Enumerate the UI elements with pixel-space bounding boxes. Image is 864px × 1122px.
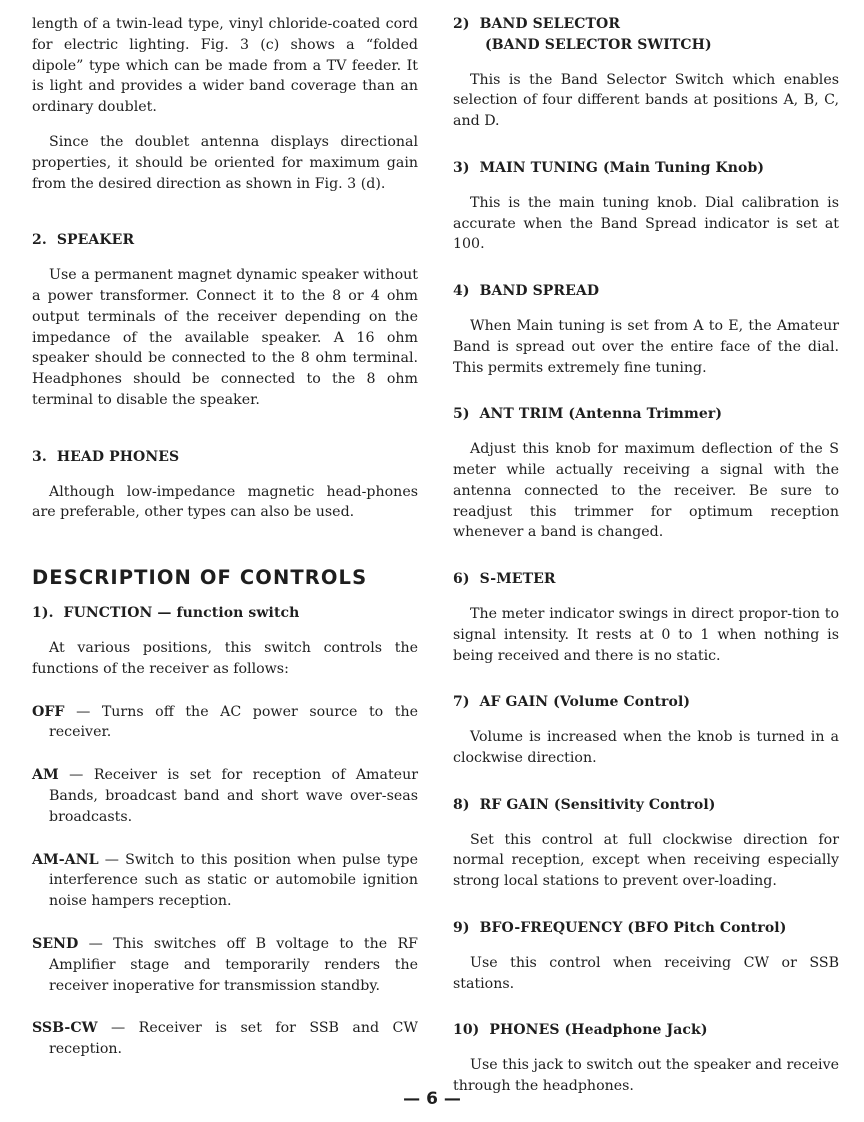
head-phones-heading <box>32 447 418 468</box>
function-number: 1). <box>32 605 54 622</box>
band-spread-heading <box>453 281 839 302</box>
control-title: BAND SELECTOR <box>479 16 621 32</box>
rf-gain-text: Set this control at full clockwise direction for normal reception, except when receiving especially strong local stations to prevent over-loading. <box>453 831 839 890</box>
control-number: 3) <box>453 159 470 176</box>
function-item-desc: — Switch to this position when pulse type interference such as static or automobile ignition noise hampers reception. <box>49 851 418 910</box>
function-item-desc: — Receiver is set for reception of Amateur Bands, broadcast band and short wave over-seas broadcasts. <box>49 767 418 825</box>
section-title: DESCRIPTION OF CONTROLS <box>32 566 368 590</box>
rf-gain-heading <box>453 795 839 816</box>
speaker-title: SPEAKER <box>56 232 135 249</box>
phones-text: Use this jack to switch out the speaker and receive through the headphones. <box>453 1057 839 1094</box>
ant-trim-text: Adjust this knob for maximum deflection of the S meter while actually receiving a signal with the antenna connected to the receiver. Be sure to readjust this trimmer for optimum reception whenever a band is changed. <box>453 441 839 541</box>
control-number: 6) <box>453 571 470 588</box>
right-column <box>453 14 839 1097</box>
s-meter-heading <box>453 569 839 590</box>
control-number: 2) <box>453 16 470 32</box>
speaker-number: 2. <box>32 232 47 249</box>
function-heading <box>32 603 418 624</box>
speaker-heading <box>32 230 418 251</box>
main-tuning-heading <box>453 158 839 179</box>
control-number: 10) <box>453 1022 480 1039</box>
control-title: BAND SPREAD <box>479 283 600 300</box>
control-title: BFO-FREQUENCY (BFO Pitch Control) <box>479 919 787 936</box>
function-text: At various positions, this switch controls the functions of the receiver as follows: <box>32 639 418 677</box>
function-item-am-anl <box>32 850 418 912</box>
af-gain-text: Volume is increased when the knob is turned in a clockwise direction. <box>453 729 839 766</box>
function-item-desc: — Receiver is set for SSB and CW reception. <box>49 1020 418 1058</box>
head-phones-title: HEAD PHONES <box>56 448 180 465</box>
control-title: S-METER <box>479 571 556 588</box>
function-item-term: AM-ANL <box>32 851 99 868</box>
left-column <box>32 14 418 1060</box>
intro-paragraph-2: Since the doublet antenna displays directional properties, it should be oriented for maximum gain from the desired direction as shown in Fig. 3 (d). <box>32 133 418 192</box>
function-item-ssb-cw <box>32 1018 418 1060</box>
function-item-term: OFF <box>32 703 65 720</box>
control-number: 4) <box>453 283 470 300</box>
function-item-term: SSB-CW <box>32 1020 98 1037</box>
function-item-term: SEND <box>32 935 79 952</box>
control-title: MAIN TUNING (Main Tuning Knob) <box>479 159 765 176</box>
function-item-am <box>32 765 418 827</box>
head-phones-number: 3. <box>32 448 47 465</box>
af-gain-heading <box>453 692 839 713</box>
control-title: ANT TRIM (Antenna Trimmer) <box>479 406 723 423</box>
control-number: 7) <box>453 694 470 711</box>
speaker-text: Use a permanent magnet dynamic speaker without a power transformer. Connect it to the 8 or 4 ohm output terminals of the receiver depending on the impedance of the available speaker. A 16 ohm speaker should be connected to the 8 ohm terminal. Headphones should be connected to the 8 ohm terminal to disable the speaker. <box>32 267 418 408</box>
page-number: — 6 — <box>403 1089 461 1109</box>
control-title: RF GAIN (Sensitivity Control) <box>479 796 716 813</box>
control-number: 8) <box>453 796 470 813</box>
control-number: 5) <box>453 406 470 423</box>
control-number: 9) <box>453 919 470 936</box>
bfo-frequency-heading <box>453 918 839 939</box>
band-spread-text: When Main tuning is set from A to E, the Amateur Band is spread out over the entire face of the dial. This permits extremely fine tuning. <box>453 317 839 376</box>
bfo-frequency-text: Use this control when receiving CW or SSB stations. <box>453 954 839 992</box>
function-item-term: AM <box>32 767 59 784</box>
function-item-off <box>32 702 418 744</box>
control-title: AF GAIN (Volume Control) <box>479 694 691 711</box>
control-subtitle: (BAND SELECTOR SWITCH) <box>485 36 712 53</box>
function-positions-list <box>32 680 418 1060</box>
function-item-desc: — This switches off B voltage to the RF Amplifier stage and temporarily renders the receiver inoperative for transmission standby. <box>49 935 418 994</box>
head-phones-text: Although low-impedance magnetic head-phones are preferable, other types can also be used. <box>32 483 418 521</box>
control-title: PHONES (Headphone Jack) <box>489 1022 708 1039</box>
function-item-desc: — Turns off the AC power source to the receiver. <box>49 703 418 741</box>
function-title: FUNCTION — function switch <box>63 605 300 622</box>
main-tuning-text: This is the main tuning knob. Dial calibration is accurate when the Band Spread indicator is set at 100. <box>453 194 839 253</box>
intro-paragraph-1: length of a twin-lead type, vinyl chloride-coated cord for electric lighting. Fig. 3 (c) shows a “folded dipole” type which can be made from a TV feeder. It is light and provides a wider band coverage than an ordinary doublet. <box>32 16 418 116</box>
band-selector-text: This is the Band Selector Switch which enables selection of four different bands at positions A, B, C, and D. <box>453 71 839 130</box>
function-item-send <box>32 934 418 996</box>
phones-heading <box>453 1020 839 1041</box>
s-meter-text: The meter indicator swings in direct propor-tion to signal intensity. It rests at 0 to 1 when nothing is being received and there is no static. <box>453 605 839 664</box>
band-selector-heading <box>453 14 839 56</box>
ant-trim-heading <box>453 404 839 425</box>
